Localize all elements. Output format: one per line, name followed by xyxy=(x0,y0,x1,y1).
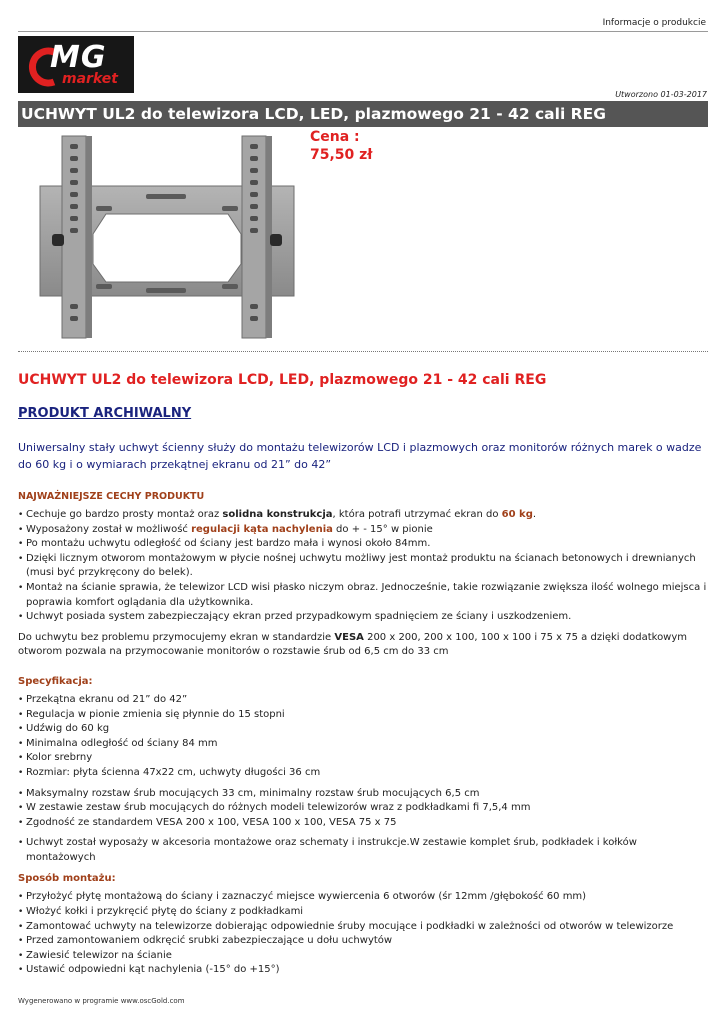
list-item: • Przekątna ekranu od 21” do 42” xyxy=(18,693,708,708)
list-item: • Maksymalny rozstaw śrub mocujących 33 cm, minimalny rozstaw śrub mocujących 6,5 cm xyxy=(18,787,708,802)
list-item: • Dzięki licznym otworom montażowym w płycie nośnej uchwytu możliwy jest montaż produktu na ścianach betonowych i drewnianych (musi być przykręcony do belek). xyxy=(18,552,708,581)
mount-steps-list xyxy=(18,890,708,978)
list-item: • Wyposażony został w możliwość regulacji kąta nachylenia do + - 15° w pionie xyxy=(18,523,708,538)
list-item: • Przyłożyć płytę montażową do ściany i zaznaczyć miejsce wywiercenia 6 otworów (śr 12mm /głębokość 60 mm) xyxy=(18,890,708,905)
features-list xyxy=(18,508,708,625)
logo-brand: MG xyxy=(50,40,107,75)
list-item: • Włożyć kołki i przykręcić płytę do ściany z podkładkami xyxy=(18,905,708,920)
top-bar xyxy=(18,18,708,32)
list-item: • Ustawić odpowiedni kąt nachylenia (-15° do +15°) xyxy=(18,963,708,978)
list-item: • Montaż na ścianie sprawia, że telewizor LCD wisi płasko niczym obraz. Jednocześnie, takie rozwiązanie zwiększa ilość wolnego miejsca i poprawia komfort oglądania dla użytkownika. xyxy=(18,581,708,610)
list-item: • Minimalna odległość od ściany 84 mm xyxy=(18,737,708,752)
wall-mount-bracket-image xyxy=(36,134,298,344)
spec-list-3 xyxy=(18,836,708,865)
spec-list-1 xyxy=(18,693,708,781)
price-value: 75,50 zł xyxy=(310,147,373,163)
page-title: UCHWYT UL2 do telewizora LCD, LED, plazmowego 21 - 42 cali REG xyxy=(21,105,606,123)
footer-text: Wygenerowano w programie www.oscGold.com xyxy=(18,997,185,1005)
created-date: Utworzono 01-03-2017 xyxy=(615,90,707,99)
list-item: • Uchwyt został wyposaży w akcesoria montażowe oraz schematy i instrukcje.W zestawie komplet śrub, podkładek i kołków montażowych xyxy=(18,836,708,865)
list-item: • Zgodność ze standardem VESA 200 x 100, VESA 100 x 100, VESA 75 x 75 xyxy=(18,816,708,831)
list-item: • Kolor srebrny xyxy=(18,751,708,766)
product-image xyxy=(36,134,298,344)
price-label: Cena : xyxy=(310,129,360,145)
list-item: • W zestawie zestaw śrub mocujących do różnych modeli telewizorów wraz z podkładkami fi 7,5,4 mm xyxy=(18,801,708,816)
dotted-divider xyxy=(18,351,708,352)
mount-heading: Sposób montażu: xyxy=(18,873,116,885)
list-item: • Rozmiar: płyta ścienna 47x22 cm, uchwyty długości 36 cm xyxy=(18,766,708,781)
list-item: • Regulacja w pionie zmienia się płynnie do 15 stopni xyxy=(18,708,708,723)
mg-market-logo xyxy=(18,36,134,93)
product-heading: UCHWYT UL2 do telewizora LCD, LED, plazmowego 21 - 42 cali REG xyxy=(18,372,547,388)
list-item: • Cechuje go bardzo prosty montaż oraz solidna konstrukcja, która potrafi utrzymać ekran do 60 kg. xyxy=(18,508,708,523)
spec-heading: Specyfikacja: xyxy=(18,675,93,687)
price-box xyxy=(310,128,373,164)
section-title: Informacje o produkcie xyxy=(602,18,706,28)
list-item: • Przed zamontowaniem odkręcić srubki zabezpieczające u dołu uchwytów xyxy=(18,934,708,949)
list-item: • Uchwyt posiada system zabezpieczający ekran przed przypadkowym spadnięciem ze ściany i uszkodzeniem. xyxy=(18,610,708,625)
main-content xyxy=(18,372,708,978)
archival-link[interactable]: PRODUKT ARCHIWALNY xyxy=(18,406,192,421)
vesa-paragraph: Do uchwytu bez problemu przymocujemy ekran w standardzie VESA 200 x 200, 200 x 100, 100 x 100 i 75 x 75 a dzięki dodatkowym otworom pozwala na przymocowanie monitorów o rozstawie śrub od 6,5 cm do 33 cm xyxy=(18,631,688,658)
title-bar xyxy=(18,101,708,127)
list-item: • Udźwig do 60 kg xyxy=(18,722,708,737)
list-item: • Zawiesić telewizor na ścianie xyxy=(18,949,708,964)
list-item: • Zamontować uchwyty na telewizorze dobierając odpowiednie śruby mocujące i podkładki w zależności od otworów w telewizorze xyxy=(18,920,708,935)
spec-list-2 xyxy=(18,787,708,831)
list-item: • Po montażu uchwytu odległość od ściany jest bardzo mała i wynosi około 84mm. xyxy=(18,537,708,552)
features-heading: NAJWAŻNIEJSZE CECHY PRODUKTU xyxy=(18,491,205,502)
intro-text: Uniwersalny stały uchwyt ścienny służy do montażu telewizorów LCD i plazmowych oraz monitorów różnych marek o wadze do 60 kg i o wymiarach przekątnej ekranu od 21” do 42” xyxy=(18,441,702,471)
logo-sub: market xyxy=(62,71,118,87)
